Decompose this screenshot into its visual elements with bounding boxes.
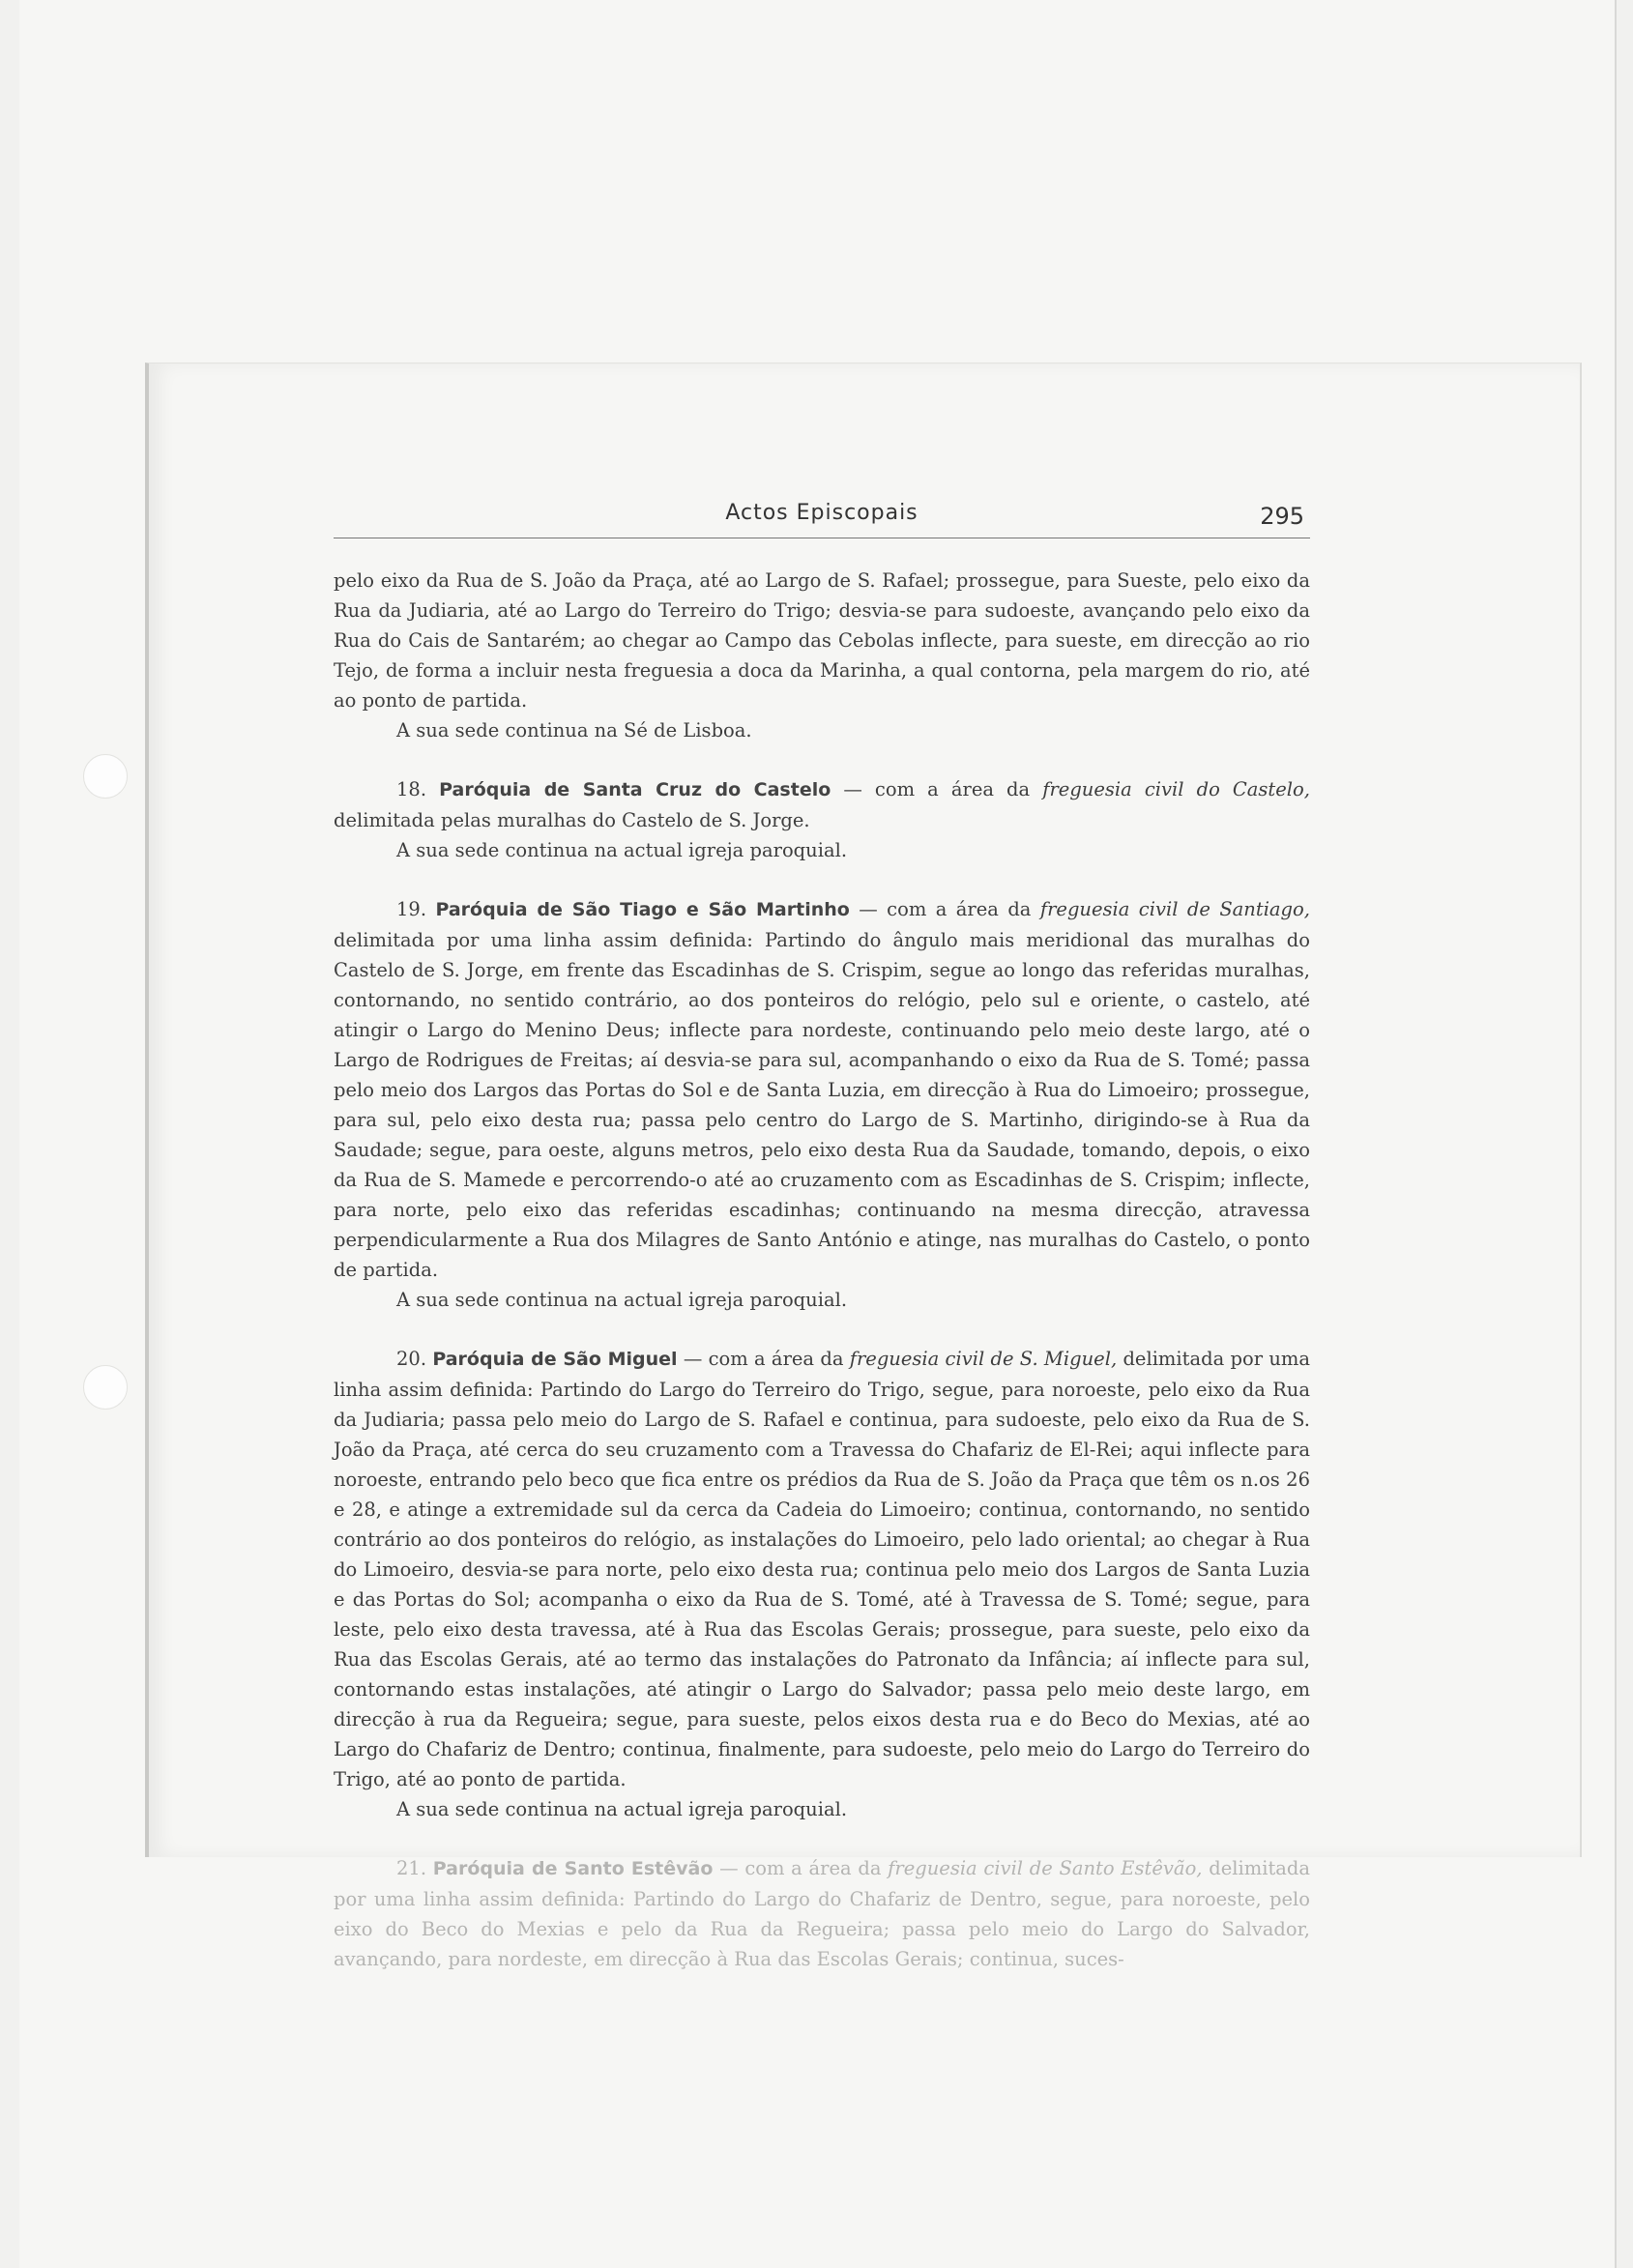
- section-18: [334, 774, 1310, 835]
- section-dash: — com a área da: [831, 778, 1043, 800]
- section-19: [334, 894, 1310, 1285]
- civil-parish: freguesia civil de Santiago,: [1039, 898, 1310, 920]
- sede-line: A sua sede continua na actual igreja paroquial.: [396, 1798, 848, 1820]
- continuation-paragraph: pelo eixo da Rua de S. João da Praça, até ao Largo de S. Rafael; prossegue, para Sueste, pelo eixo da Rua da Judiaria, até ao Largo do Terreiro do Trigo; desvia-se para sudoeste, avançando pelo eixo da Rua do Cais de Santarém; ao chegar ao Campo das Cebolas inflecte, para sueste, em direcção ao rio Tejo, de forma a incluir nesta freguesia a doca da Marinha, a qual contorna, pela margem do rio, até ao ponto de partida.: [334, 569, 1310, 712]
- sede-line: A sua sede continua na actual igreja paroquial.: [396, 839, 848, 861]
- civil-parish: freguesia civil do Castelo,: [1042, 778, 1310, 800]
- punch-hole-icon: [83, 1365, 128, 1410]
- section-text: delimitada por uma linha assim definida: Partindo do Largo do Terreiro do Trigo, segue, para noroeste, pelo eixo da Rua da Judiaria; passa pelo meio do Largo de S. Rafael e continua, para sudoeste, pelo eixo da Rua de S. João da Praça, até cerca do seu cruzamento com a Travessa do Chafariz de El-Rei; aqui inflecte para noroeste, entrando pelo beco que fica entre os prédios da Rua de S. João da Praça que têm os n.os 26 e 28, e atinge a extremidade sul da cerca da Cadeia do Limoeiro; continua, contornando, no sentido contrário ao dos ponteiros do relógio, as instalações do Limoeiro, pelo lado oriental; ao chegar à Rua do Limoeiro, desvia-se para norte, pelo eixo desta rua; continua pelo meio dos Largos de Santa Luzia e das Portas do Sol; acompanha o eixo da Rua de S. Tomé, até à Travessa de S. Tomé; segue, para leste, pelo eixo desta travessa, até à Rua das Escolas Gerais; prossegue, para sueste, pelo eixo da Rua das Escolas Gerais, até ao termo das instalações do Patronato da Infância; aí inflecte para sul, contornando estas instalações, até atingir o Largo do Salvador; passa pelo meio deste largo, em direcção à rua da Regueira; segue, para sueste, pelos eixos desta rua e do Beco do Mexias, até ao Largo do Chafariz de Dentro; continua, finalmente, para sudoeste, pelo meio do Largo do Terreiro do Trigo, até ao ponto de partida.: [334, 1348, 1311, 1790]
- section-number: 19.: [396, 898, 427, 920]
- header-title: Actos Episcopais: [725, 501, 919, 525]
- page-number: 295: [1260, 503, 1304, 530]
- section-dash: — com a área da: [677, 1348, 850, 1370]
- punch-hole-icon: [83, 754, 128, 799]
- civil-parish: freguesia civil de Santo Estêvão,: [888, 1857, 1203, 1879]
- section-title: Paróquia de Santo Estêvão: [432, 1858, 714, 1879]
- section-text: delimitada pelas muralhas do Castelo de S. Jorge.: [334, 809, 810, 831]
- document-body: [334, 566, 1310, 1974]
- section-text: delimitada por uma linha assim definida: Partindo do Largo do Chafariz de Dentro, segue, para noroeste, pelo eixo do Beco do Mexias e pelo da Rua da Regueira; passa pelo meio do Largo do Salvador, avançando, para nordeste, em direcção à Rua das Escolas Gerais; continua, suces-: [334, 1857, 1311, 1970]
- section-text: delimitada por uma linha assim definida: Partindo do ângulo mais meridional das muralhas do Castelo de S. Jorge, em frente das Escadinhas de S. Crispim, segue ao longo das referidas muralhas, contornando, no sentido contrário, ao dos ponteiros do relógio, pelo sul e oriente, o castelo, até atingir o Largo do Menino Deus; inflecte para nordeste, continuando pelo meio deste largo, até o Largo de Rodrigues de Freitas; aí desvia-se para sul, acompanhando o eixo da Rua de S. Tomé; passa pelo meio dos Largos das Portas do Sol e de Santa Luzia, em direcção à Rua do Limoeiro; prossegue, para sul, pelo eixo desta rua; passa pelo centro do Largo de S. Martinho, dirigindo-se à Rua da Saudade; segue, para oeste, alguns metros, pelo eixo desta Rua da Saudade, tomando, depois, o eixo da Rua de S. Mamede e percorrendo-o até ao cruzamento com as Escadinhas de S. Crispim; inflecte, para norte, pelo eixo das referidas escadinhas; continuando na mesma direcção, atravessa perpendicularmente a Rua dos Milagres de Santo António e atinge, nas muralhas do Castelo, o ponto de partida.: [334, 929, 1310, 1281]
- section-title: Paróquia de São Tiago e São Martinho: [435, 899, 850, 920]
- section-title: Paróquia de São Miguel: [432, 1349, 678, 1370]
- section-number: 21.: [396, 1857, 427, 1879]
- section-number: 20.: [396, 1348, 427, 1370]
- section-dash: — com a área da: [849, 898, 1040, 920]
- section-21: [334, 1853, 1310, 1974]
- section-dash: — com a área da: [713, 1857, 889, 1879]
- section-number: 18.: [396, 778, 427, 800]
- running-header: [334, 493, 1310, 538]
- civil-parish: freguesia civil de S. Miguel,: [849, 1348, 1118, 1370]
- sede-line: A sua sede continua na Sé de Lisboa.: [396, 719, 752, 741]
- section-title: Paróquia de Santa Cruz do Castelo: [439, 779, 831, 800]
- sede-line: A sua sede continua na actual igreja paroquial.: [396, 1289, 848, 1311]
- section-20: [334, 1344, 1310, 1794]
